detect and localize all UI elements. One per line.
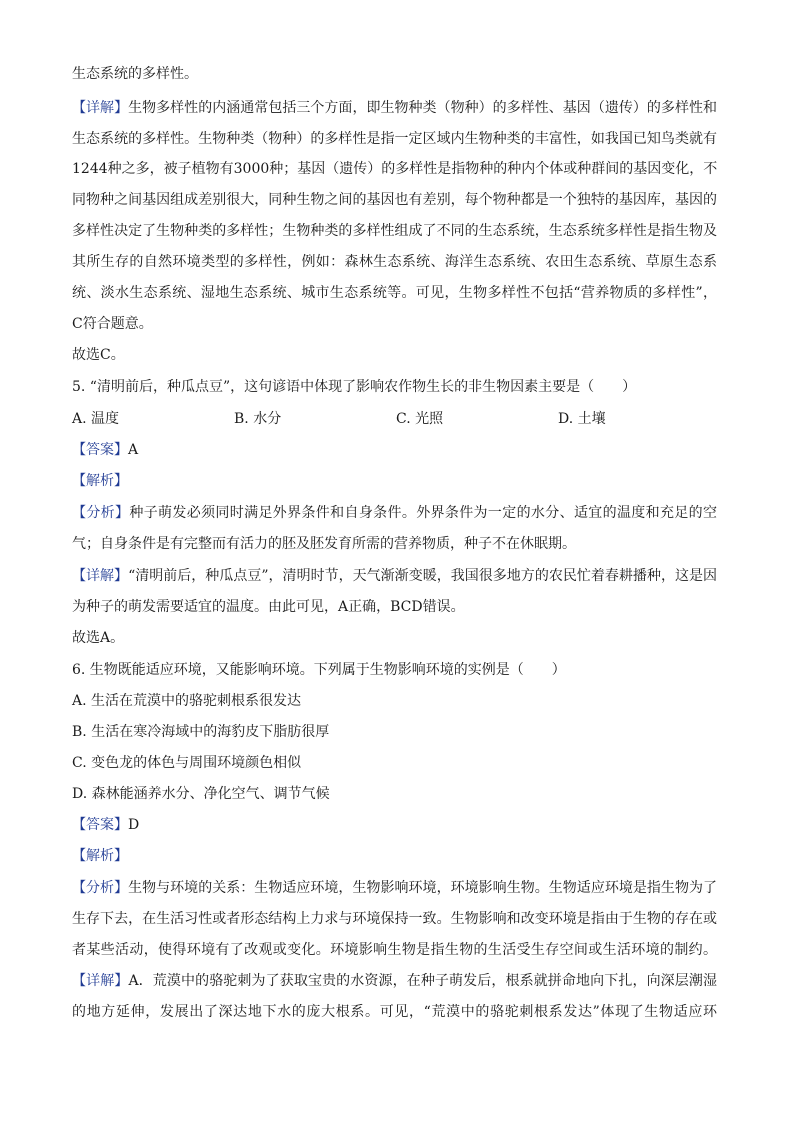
text-line: 生态系统的多样性。	[72, 66, 198, 82]
option-c: C. 光照	[396, 411, 444, 427]
detail-label: 【详解】	[72, 100, 129, 116]
answer-label: 【答案】	[72, 442, 128, 458]
option-a: A. 生活在荒漠中的骆驼刺根系很发达	[72, 693, 302, 709]
answer-line	[72, 439, 138, 461]
text-line: 生存下去，在生活习性或者形态结构上力求与环境保持一致。生物影响和改变环境是指由于生物的存在或	[72, 911, 717, 927]
text-line: 为种子的萌发需要适宜的温度。由此可见，A正确，BCD错误。	[72, 599, 465, 615]
option-d: D. 土壤	[558, 411, 606, 427]
option-c: C. 变色龙的体色与周围环境颜色相似	[72, 755, 302, 771]
analysis-heading	[72, 470, 128, 492]
text-line	[72, 565, 717, 587]
question-5-stem: 5. “清明前后，种瓜点豆”，这句谚语中体现了影响农作物生长的非生物因素主要是（ ）	[72, 379, 637, 395]
text-line	[72, 970, 717, 992]
option-d: D. 森林能涵养水分、净化空气、调节气候	[72, 786, 330, 802]
detail-label: 【详解】	[72, 973, 129, 989]
text-line: 多样性决定了生物种类的多样性；生物种类的多样性组成了不同的生态系统，生态系统多样性是指生物及	[72, 223, 717, 239]
option-b: B. 水分	[234, 411, 282, 427]
text-span: 种子萌发必须同时满足外界条件和自身条件。外界条件为一定的水分、适宜的温度和充足的空	[129, 505, 718, 521]
text-line	[72, 877, 717, 899]
answer-line	[72, 814, 139, 836]
analysis-sub-label: 【分析】	[72, 505, 130, 521]
text-line: 者某些活动，使得环境有了改观或变化。环境影响生物是指生物的生活受生存空间或生活环境的制约。	[72, 942, 717, 958]
analysis-label: 【解析】	[72, 473, 128, 489]
answer-label: 【答案】	[72, 817, 128, 833]
text-span: A．荒漠中的骆驼刺为了获取宝贵的水资源，在种子萌发后，根系就拼命地向下扎，向深层潮湿	[128, 973, 718, 989]
text-line: C符合题意。	[72, 316, 153, 332]
text-line: 其所生存的自然环境类型的多样性，例如：森林生态系统、海洋生态系统、农田生态系统、草原生态系	[72, 254, 717, 270]
option-b: B. 生活在寒冷海域中的海豹皮下脂肪很厚	[72, 724, 330, 740]
text-line: 故选A。	[72, 630, 125, 646]
text-line: 气；自身条件是有完整而有活力的胚及胚发育所需的营养物质，种子不在休眠期。	[72, 536, 576, 552]
analysis-sub-label: 【分析】	[72, 880, 129, 896]
text-line: 统、淡水生态系统、湿地生态系统、城市生态系统等。可见，生物多样性不包括“营养物质的多样性”，	[72, 285, 717, 301]
answer-value: A	[128, 442, 139, 458]
option-a: A. 温度	[72, 411, 120, 427]
analysis-heading	[72, 845, 128, 867]
text-span: 生物与环境的关系：生物适应环境，生物影响环境，环境影响生物。生物适应环境是指生物为了	[128, 880, 718, 896]
question-5-options	[72, 408, 717, 430]
detail-label: 【详解】	[72, 568, 129, 584]
analysis-label: 【解析】	[72, 848, 128, 864]
question-6-stem: 6. 生物既能适应环境，又能影响环境。下列属于生物影响环境的实例是（ ）	[72, 662, 566, 678]
text-line: 生态系统的多样性。生物种类（物种）的多样性是指一定区域内生物种类的丰富性，如我国已知鸟类就有	[72, 131, 717, 147]
answer-value: D	[128, 817, 140, 833]
text-line: 的地方延伸，发展出了深达地下水的庞大根系。可见，“荒漠中的骆驼刺根系发达”体现了生物适应环	[72, 1004, 717, 1020]
text-span: “清明前后，种瓜点豆”，清明时节，天气渐渐变暖，我国很多地方的农民忙着春耕播种，这是因	[128, 568, 718, 584]
text-line: 1244种之多，被子植物有3000种；基因（遗传）的多样性是指物种的种内个体或种群间的基因变化，不	[72, 161, 718, 177]
text-span: 生物多样性的内涵通常包括三个方面，即生物种类（物种）的多样性、基因（遗传）的多样性和	[128, 100, 718, 116]
text-line: 同物种之间基因组成差别很大，同种生物之间的基因也有差别，每个物种都是一个独特的基因库，基因的	[72, 192, 717, 208]
text-line	[72, 502, 717, 524]
text-line	[72, 97, 717, 119]
text-line: 故选C。	[72, 347, 125, 363]
